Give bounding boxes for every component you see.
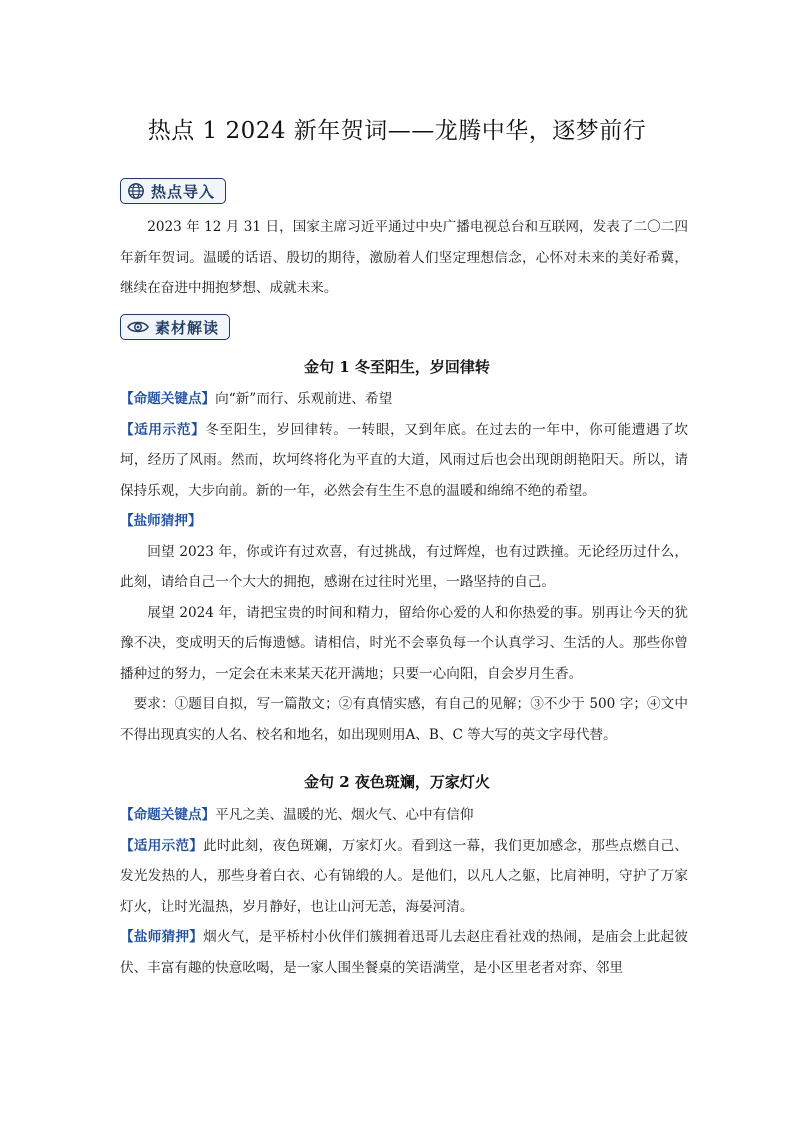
quote1-body (120, 384, 688, 750)
quote1-keypoint (120, 384, 688, 415)
globe-icon (127, 182, 145, 200)
badge-label: 热点导入 (151, 182, 216, 201)
eye-icon (127, 319, 149, 335)
example-tag: 【适用示范】 (120, 837, 204, 854)
quote1-guess-label (120, 506, 688, 537)
example-text: 此时此刻，夜色斑斓，万家灯火。看到这一幕，我们更加感念，那些点燃自己、发光发热的人，那些身着白衣、心有锦缎的人。是他们，以凡人之躯，比肩神明，守护了万家灯火，让时光温热，岁月静好，也让山河无恙，海晏河清。 (120, 837, 689, 915)
quote1-requirements: 要求：①题目自拟，写一篇散文；②有真情实感，有自己的见解；③不少于 500 字；④文中不得出现真实的人名、校名和地名，如出现则用A、B、C 等大写的英文字母代替。 (120, 696, 688, 743)
example-text: 冬至阳生，岁回律转。一转眼，又到年底。在过去的一年中，你可能遭遇了坎坷，经历了风雨。然而，坎坷终将化为平直的大道，风雨过后也会出现朗朗艳阳天。所以，请保持乐观，大步向前。新的一年，必然会有生生不息的温暖和绵绵不绝的希望。 (120, 421, 689, 499)
section-badge-hot-intro (120, 178, 226, 204)
quote2-keypoint (120, 800, 688, 831)
guess-text: 烟火气，是平桥村小伙伴们簇拥着迅哥儿去赵庄看社戏的热闹，是庙会上此起彼伏、丰富有趣的快意吆喝，是一家人围坐餐桌的笑语满堂，是小区里老者对弈、邻里 (120, 929, 689, 976)
keypoint-text: 平凡之美、温暖的光、烟火气、心中有信仰 (215, 807, 474, 823)
quote1-guess-p2: 展望 2024 年，请把宝贵的时间和精力，留给你心爱的人和你热爱的事。别再让今天的犹豫不决，变成明天的后悔遗憾。请相信，时光不会辜负每一个认真学习、生活的人。那些你曾播种过的努力，一定会在未来某天花开满地；只要一心向阳，自会岁月生香。 (120, 604, 688, 682)
example-tag: 【适用示范】 (120, 421, 206, 438)
quote1-guess-p1: 回望 2023 年，你或许有过欢喜，有过挑战，有过辉煌，也有过跌撞。无论经历过什么，此刻，请给自己一个大大的拥抱，感谢在过往时光里，一路坚持的自己。 (120, 543, 688, 590)
guess-tag: 【盐师猜押】 (120, 929, 204, 945)
quote2-example (120, 831, 688, 923)
keypoint-tag: 【命题关键点】 (120, 391, 216, 407)
keypoint-tag: 【命题关键点】 (120, 807, 216, 823)
quote2-guess (120, 922, 688, 983)
section-badge-material (120, 314, 230, 340)
quote2-heading: 金句 2 夜色斑斓，万家灯火 (304, 773, 490, 791)
guess-tag: 【盐师猜押】 (120, 513, 202, 529)
quote1-heading: 金句 1 冬至阳生，岁回律转 (304, 358, 490, 376)
quote2-body (120, 800, 688, 983)
keypoint-text: 向“新”而行、乐观前进、希望 (215, 391, 393, 407)
badge-label: 素材解读 (155, 318, 220, 337)
intro-paragraph-block (120, 212, 688, 304)
intro-paragraph: 2023 年 12 月 31 日，国家主席习近平通过中央广播电视总台和互联网，发表了二〇二四年新年贺词。温暖的话语、殷切的期待，激励着人们坚定理想信念，心怀对未来的美好希冀，继续在奋进中拥抱梦想、成就未来。 (120, 219, 688, 296)
quote1-example (120, 415, 688, 507)
page-title: 热点 1 2024 新年贺词——龙腾中华，逐梦前行 (147, 118, 647, 144)
